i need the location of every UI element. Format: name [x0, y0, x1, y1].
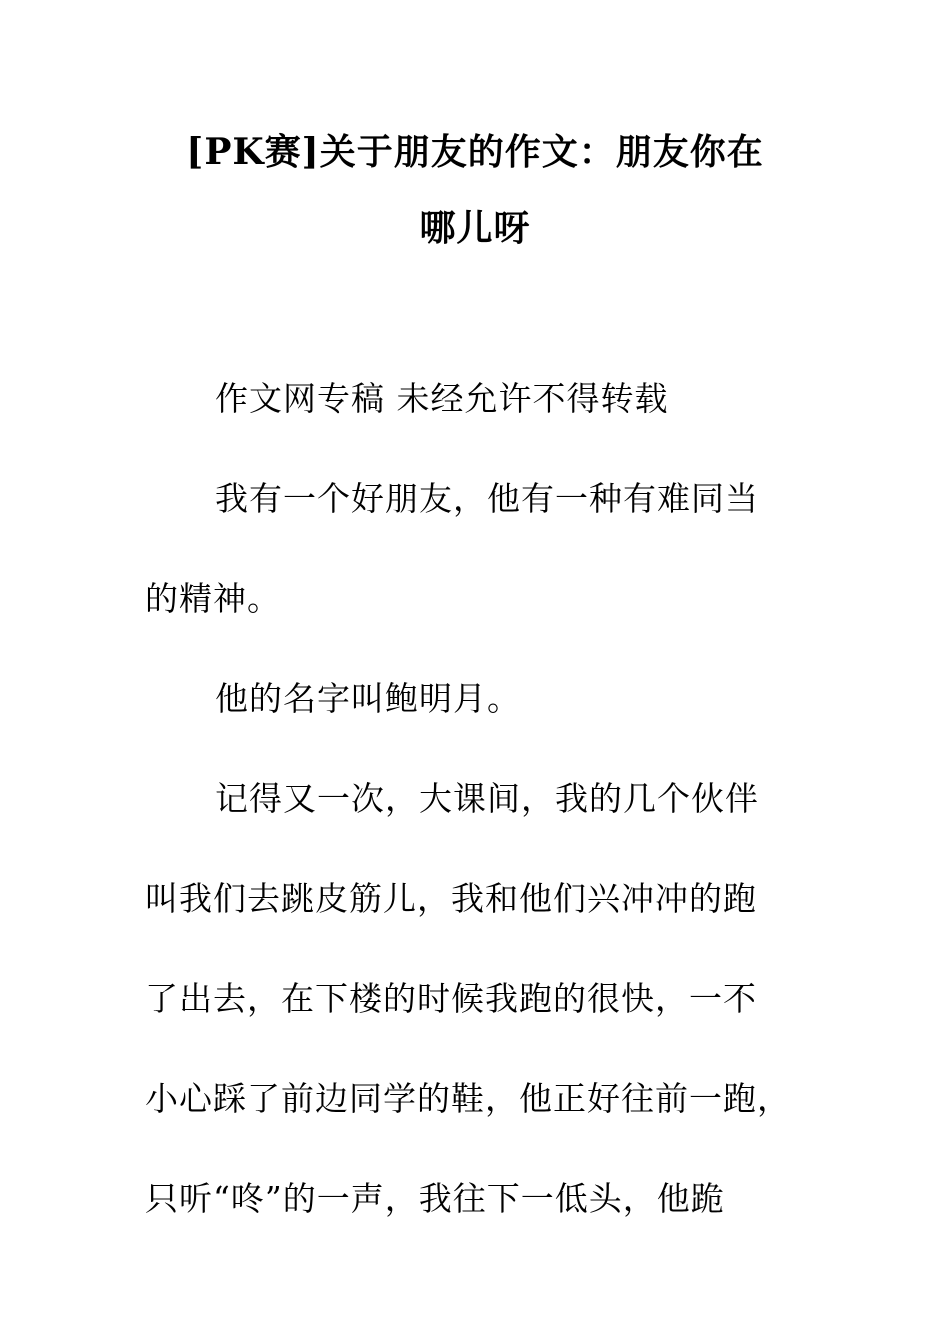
- paragraph-line: 的精神。: [145, 579, 281, 618]
- paragraph-line: 小心踩了前边同学的鞋，他正好往前一跑，: [145, 1079, 791, 1118]
- document-title-line-1: [PK赛]关于朋友的作文：朋友你在: [186, 131, 764, 173]
- paragraph-line: 记得又一次，大课间，我的几个伙伴: [215, 779, 759, 818]
- document-title-line-2: 哪儿呀: [419, 207, 531, 249]
- byline-paragraph: 作文网专稿 未经允许不得转载: [215, 379, 669, 418]
- paragraph-line: 我有一个好朋友，他有一种有难同当: [215, 479, 759, 518]
- paragraph-line: 只听“咚”的一声，我往下一低头，他跪: [145, 1179, 725, 1218]
- paragraph-line: 了出去，在下楼的时候我跑的很快，一不: [145, 979, 757, 1018]
- paragraph-line: 他的名字叫鲍明月。: [215, 679, 521, 718]
- paragraph-line: 叫我们去跳皮筋儿，我和他们兴冲冲的跑: [145, 879, 757, 918]
